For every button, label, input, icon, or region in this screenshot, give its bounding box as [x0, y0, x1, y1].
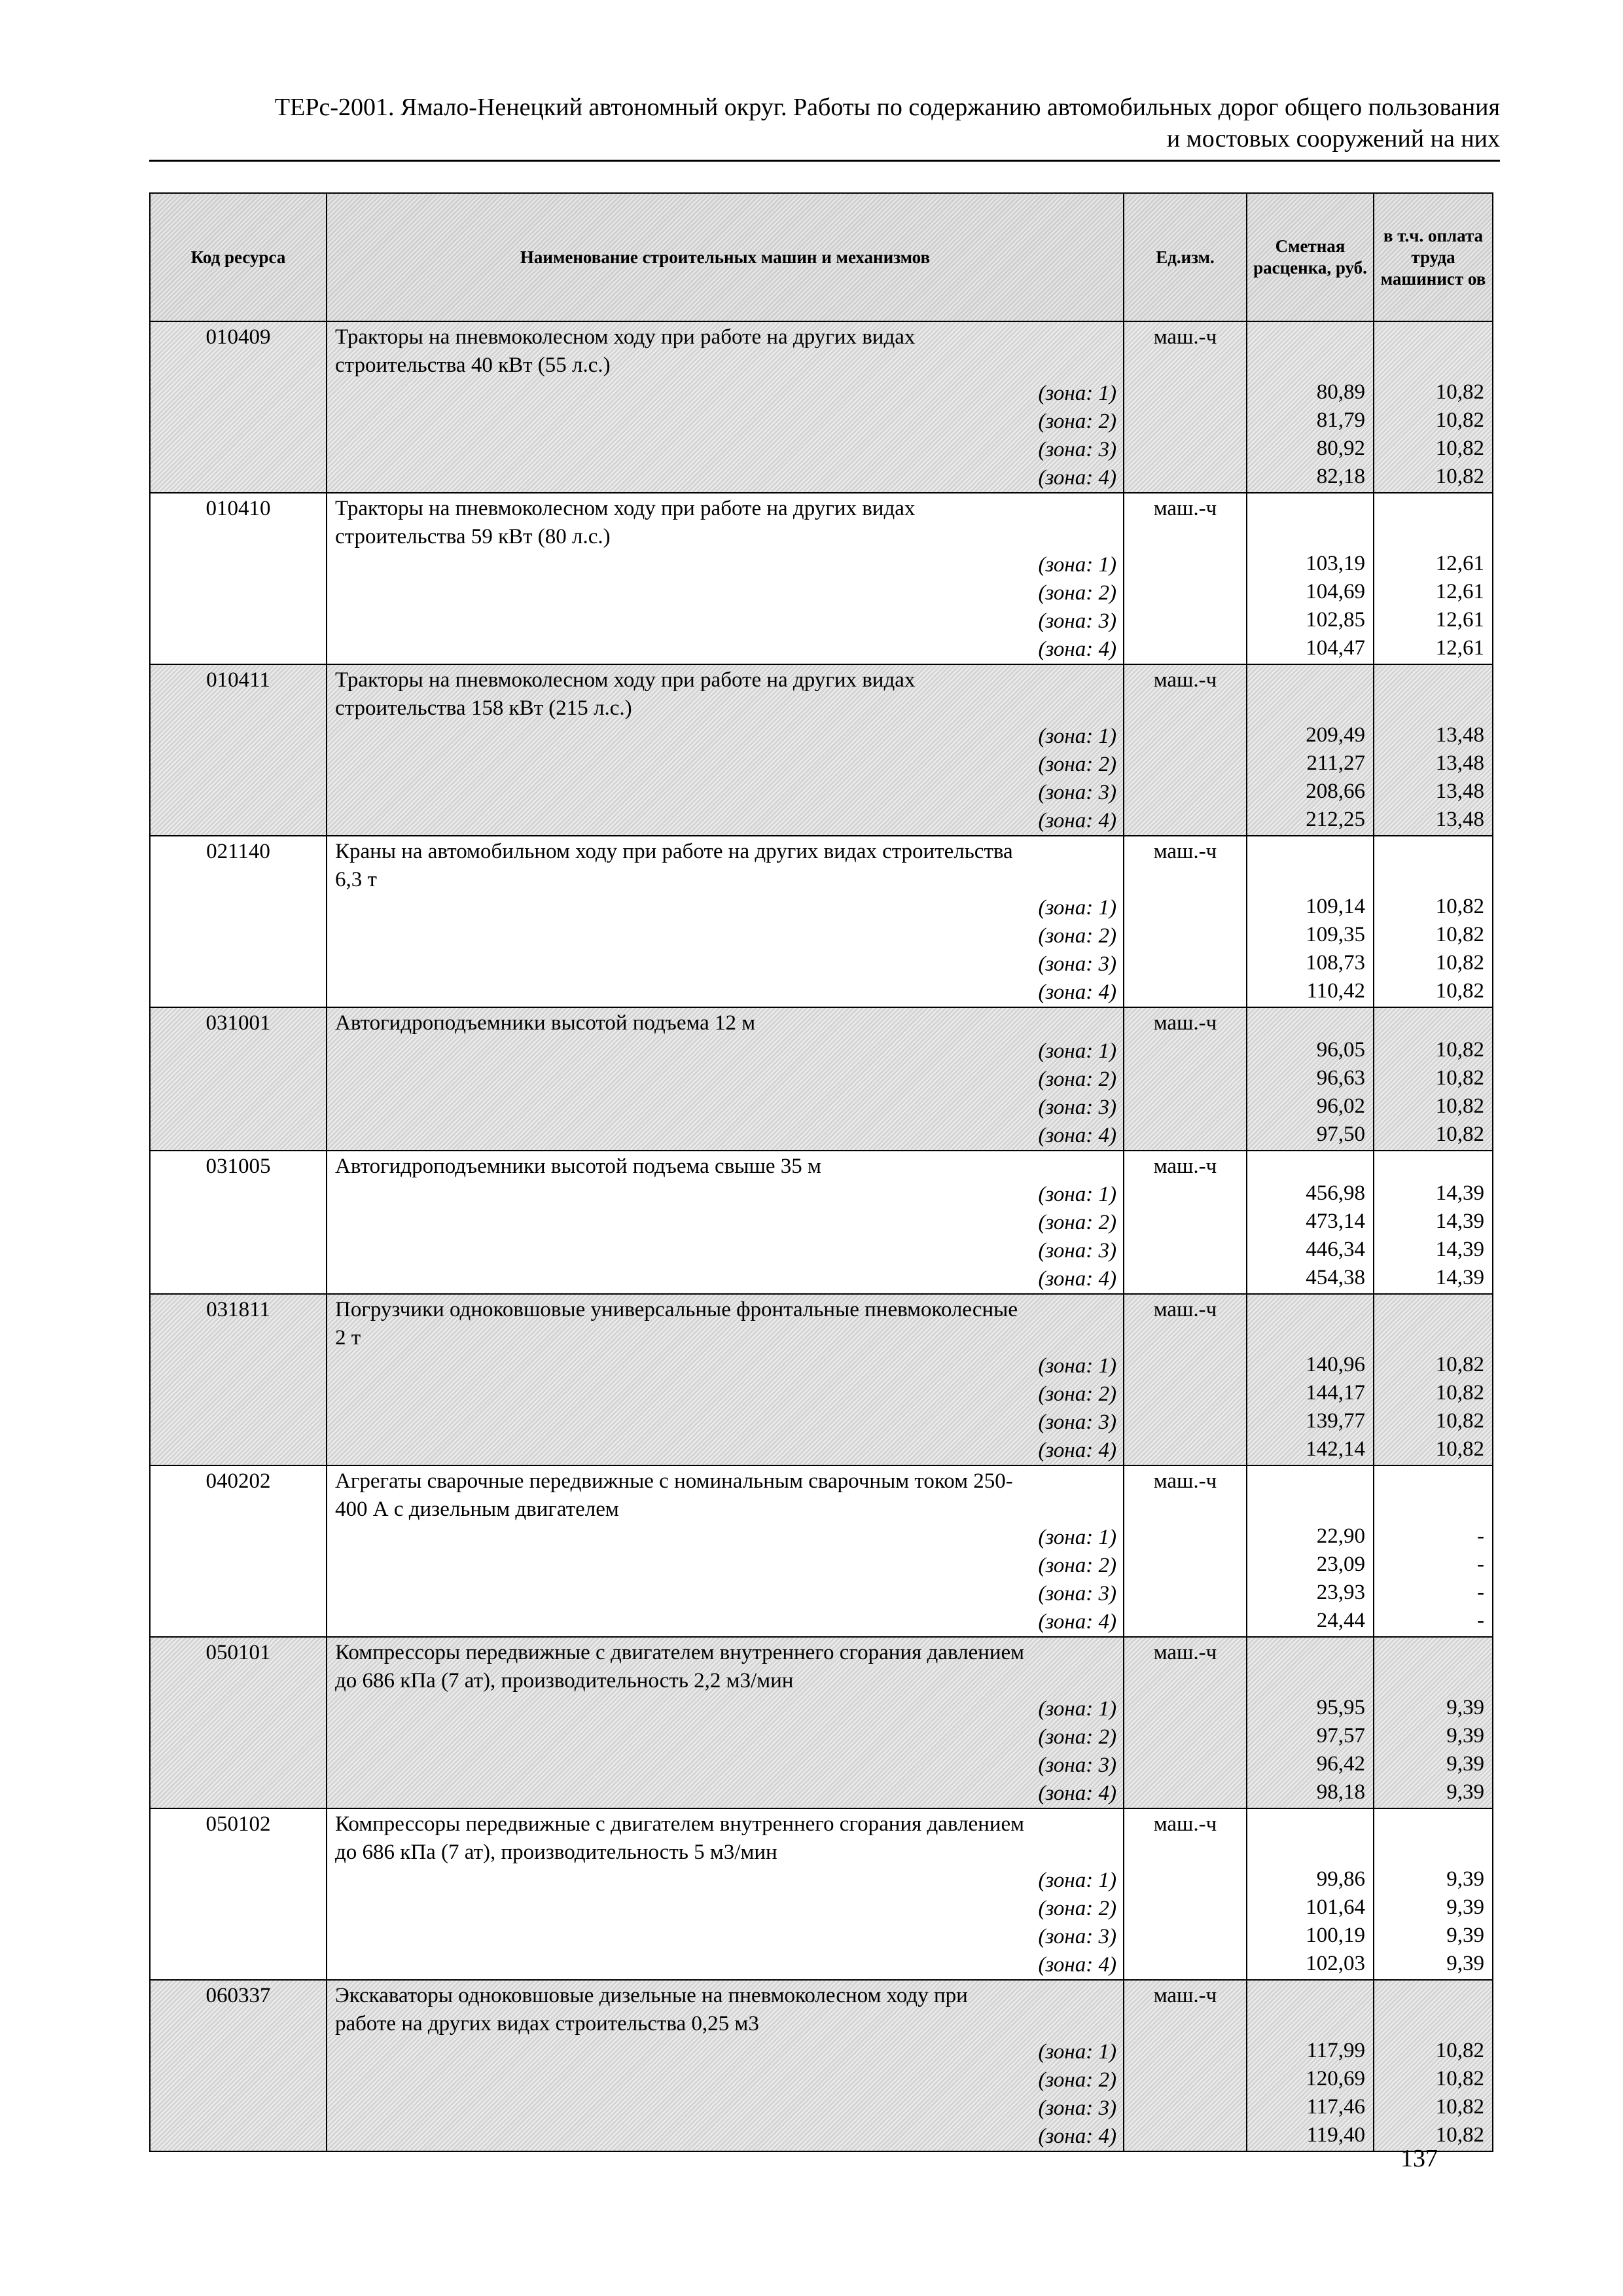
zone-label: (зона: 1)	[1038, 1869, 1116, 1892]
price-value: 96,42	[1316, 1752, 1365, 1776]
price-value: 101,64	[1306, 1895, 1365, 1919]
machine-name-line1: Краны на автомобильном ходу при работе на других видах строительства	[335, 840, 1013, 863]
unit-cell: маш.-ч	[1124, 1808, 1247, 1980]
wage-cell	[1374, 1007, 1493, 1151]
zone-label: (зона: 4)	[1038, 1124, 1116, 1147]
machine-name-cell	[327, 1808, 1124, 1980]
wage-value: -	[1477, 1581, 1484, 1604]
price-value: 98,18	[1316, 1780, 1365, 1804]
wage-value: 12,61	[1435, 580, 1484, 603]
zone-label: (зона: 4)	[1038, 1953, 1116, 1977]
wage-value: 10,82	[1435, 2067, 1484, 2090]
wage-value: 10,82	[1435, 1066, 1484, 1090]
unit-cell: маш.-ч	[1124, 836, 1247, 1007]
zone-label: (зона: 1)	[1038, 382, 1116, 405]
machine-name-cell	[327, 1007, 1124, 1151]
wage-cell	[1374, 1637, 1493, 1808]
unit-cell: маш.-ч	[1124, 1151, 1247, 1294]
table-row	[150, 1980, 1493, 2151]
zone-label: (зона: 3)	[1038, 1582, 1116, 1605]
zone-label: (зона: 4)	[1038, 980, 1116, 1004]
machine-name-line1: Погрузчики одноковшовые универсальные фронтальные пневмоколесные	[335, 1298, 1018, 1321]
price-value: 211,27	[1306, 751, 1365, 775]
unit-cell: маш.-ч	[1124, 1007, 1247, 1151]
zone-label: (зона: 4)	[1038, 1267, 1116, 1291]
wage-value: 12,61	[1435, 552, 1484, 575]
zone-label: (зона: 4)	[1038, 1782, 1116, 1805]
price-value: 95,95	[1316, 1696, 1365, 1719]
zone-label: (зона: 3)	[1038, 1239, 1116, 1263]
price-value: 104,69	[1306, 580, 1365, 603]
price-value: 22,90	[1316, 1524, 1365, 1548]
machine-name-line2: строительства 158 кВт (215 л.с.)	[335, 696, 632, 720]
unit-cell: маш.-ч	[1124, 664, 1247, 836]
zone-label: (зона: 1)	[1038, 1697, 1116, 1721]
unit-cell: маш.-ч	[1124, 493, 1247, 664]
table-header-row	[150, 193, 1493, 321]
zone-label: (зона: 3)	[1038, 781, 1116, 804]
zone-label: (зона: 1)	[1038, 1354, 1116, 1378]
price-value: 96,05	[1316, 1038, 1365, 1062]
wage-value: 9,39	[1446, 1696, 1484, 1719]
price-value: 142,14	[1306, 1437, 1365, 1461]
zone-label: (зона: 2)	[1038, 410, 1116, 433]
unit-cell: маш.-ч	[1124, 1294, 1247, 1465]
wage-value: 10,82	[1435, 979, 1484, 1003]
zone-label: (зона: 2)	[1038, 753, 1116, 776]
zone-label: (зона: 4)	[1038, 809, 1116, 833]
zone-label: (зона: 4)	[1038, 466, 1116, 490]
wage-value: 14,39	[1435, 1181, 1484, 1205]
wage-value: 9,39	[1446, 1780, 1484, 1804]
wage-value: 10,82	[1435, 2095, 1484, 2119]
table-row	[150, 493, 1493, 664]
wage-cell	[1374, 1980, 1493, 2151]
price-value: 23,09	[1316, 1552, 1365, 1576]
price-value: 117,99	[1306, 2039, 1365, 2062]
price-value: 96,02	[1316, 1094, 1365, 1118]
table-row	[150, 1007, 1493, 1151]
price-value: 139,77	[1306, 1409, 1365, 1433]
price-value: 97,57	[1316, 1724, 1365, 1748]
resource-code: 040202	[150, 1465, 327, 1637]
price-cell	[1247, 1294, 1374, 1465]
price-cell	[1247, 1465, 1374, 1637]
header-title-line1: ТЕРс-2001. Ямало-Ненецкий автономный округ. Работы по содержанию автомобильных дорог общего пользования	[274, 94, 1500, 121]
price-value: 99,86	[1316, 1867, 1365, 1891]
wage-value: 12,61	[1435, 608, 1484, 632]
table-row	[150, 836, 1493, 1007]
wage-value: 10,82	[1435, 923, 1484, 946]
price-value: 140,96	[1306, 1353, 1365, 1376]
price-value: 102,85	[1306, 608, 1365, 632]
machine-name-line1: Автогидроподъемники высотой подъема свыше 35 м	[335, 1155, 821, 1178]
resource-table	[149, 192, 1493, 2152]
price-value: 103,19	[1306, 552, 1365, 575]
table-row	[150, 1294, 1493, 1465]
price-value: 109,14	[1306, 895, 1365, 918]
zone-label: (зона: 2)	[1038, 1382, 1116, 1406]
price-value: 454,38	[1306, 1266, 1365, 1289]
table-row	[150, 1151, 1493, 1294]
price-value: 119,40	[1306, 2123, 1365, 2147]
price-value: 100,19	[1306, 1924, 1365, 1947]
zone-label: (зона: 3)	[1038, 1925, 1116, 1948]
unit-cell: маш.-ч	[1124, 321, 1247, 493]
zone-label: (зона: 3)	[1038, 609, 1116, 633]
wage-value: 10,82	[1435, 1094, 1484, 1118]
wage-value: 10,82	[1435, 895, 1484, 918]
col-header-unit: Ед.изм.	[1124, 193, 1247, 321]
zone-label: (зона: 2)	[1038, 924, 1116, 948]
price-cell	[1247, 1808, 1374, 1980]
machine-name-cell	[327, 1151, 1124, 1294]
wage-cell	[1374, 1465, 1493, 1637]
wage-cell	[1374, 836, 1493, 1007]
zone-label: (зона: 1)	[1038, 1183, 1116, 1206]
table-row	[150, 664, 1493, 836]
resource-code: 031005	[150, 1151, 327, 1294]
machine-name-line2: до 686 кПа (7 ат), производительность 2,2 м3/мин	[335, 1669, 794, 1693]
zone-label: (зона: 2)	[1038, 1554, 1116, 1577]
resource-code: 050102	[150, 1808, 327, 1980]
zone-label: (зона: 2)	[1038, 1067, 1116, 1091]
wage-value: -	[1477, 1552, 1484, 1576]
resource-code: 010411	[150, 664, 327, 836]
price-cell	[1247, 493, 1374, 664]
resource-code: 010410	[150, 493, 327, 664]
machine-name-line1: Экскаваторы одноковшовые дизельные на пневмоколесном ходу при	[335, 1984, 968, 2007]
machine-name-line1: Агрегаты сварочные передвижные с номинальным сварочным током 250-	[335, 1469, 1013, 1493]
wage-value: 9,39	[1446, 1952, 1484, 1975]
wage-value: 10,82	[1435, 380, 1484, 404]
zone-label: (зона: 2)	[1038, 581, 1116, 605]
wage-value: 9,39	[1446, 1724, 1484, 1748]
wage-value: 10,82	[1435, 1038, 1484, 1062]
price-cell	[1247, 1637, 1374, 1808]
zone-label: (зона: 2)	[1038, 1211, 1116, 1234]
header-divider	[149, 160, 1500, 162]
machine-name-line2: работе на других видах строительства 0,25 м3	[335, 2012, 759, 2036]
machine-name-cell	[327, 1294, 1124, 1465]
zone-label: (зона: 2)	[1038, 2068, 1116, 2092]
wage-value: 14,39	[1435, 1238, 1484, 1261]
wage-value: 13,48	[1435, 780, 1484, 803]
wage-cell	[1374, 493, 1493, 664]
zone-label: (зона: 3)	[1038, 1410, 1116, 1434]
price-value: 120,69	[1306, 2067, 1365, 2090]
col-header-wage: в т.ч. оплата труда машинист ов	[1374, 193, 1493, 321]
col-header-name: Наименование строительных машин и механизмов	[327, 193, 1124, 321]
zone-label: (зона: 1)	[1038, 1526, 1116, 1549]
wage-value: 10,82	[1435, 2123, 1484, 2147]
wage-cell	[1374, 664, 1493, 836]
wage-value: 12,61	[1435, 636, 1484, 660]
page-number: 137	[1400, 2145, 1438, 2172]
wage-cell	[1374, 1808, 1493, 1980]
wage-value: 9,39	[1446, 1895, 1484, 1919]
machine-name-line1: Тракторы на пневмоколесном ходу при работе на других видах	[335, 497, 916, 520]
zone-label: (зона: 3)	[1038, 1753, 1116, 1777]
price-value: 209,49	[1306, 723, 1365, 747]
price-cell	[1247, 1007, 1374, 1151]
zone-label: (зона: 2)	[1038, 1897, 1116, 1920]
wage-value: 10,82	[1435, 1353, 1484, 1376]
price-value: 24,44	[1316, 1609, 1365, 1632]
zone-label: (зона: 2)	[1038, 1725, 1116, 1749]
price-value: 446,34	[1306, 1238, 1365, 1261]
price-value: 104,47	[1306, 636, 1365, 660]
zone-label: (зона: 4)	[1038, 637, 1116, 661]
wage-value: 14,39	[1435, 1210, 1484, 1233]
wage-value: 10,82	[1435, 1437, 1484, 1461]
col-header-price: Сметная расценка, руб.	[1247, 193, 1374, 321]
wage-value: 10,82	[1435, 1122, 1484, 1146]
price-value: 108,73	[1306, 951, 1365, 975]
price-value: 23,93	[1316, 1581, 1365, 1604]
price-value: 80,92	[1316, 437, 1365, 460]
zone-label: (зона: 4)	[1038, 1439, 1116, 1462]
col-header-code: Код ресурса	[150, 193, 327, 321]
machine-name-cell	[327, 493, 1124, 664]
zone-label: (зона: 1)	[1038, 725, 1116, 748]
machine-name-cell	[327, 1465, 1124, 1637]
zone-label: (зона: 3)	[1038, 2096, 1116, 2120]
wage-value: -	[1477, 1524, 1484, 1548]
wage-value: 10,82	[1435, 1409, 1484, 1433]
price-value: 208,66	[1306, 780, 1365, 803]
machine-name-cell	[327, 836, 1124, 1007]
machine-name-line1: Автогидроподъемники высотой подъема 12 м	[335, 1011, 756, 1035]
machine-name-line1: Компрессоры передвижные с двигателем внутреннего сгорания давлением	[335, 1812, 1025, 1836]
machine-name-line2: до 686 кПа (7 ат), производительность 5 м3/мин	[335, 1840, 777, 1864]
price-value: 473,14	[1306, 1210, 1365, 1233]
resource-code: 060337	[150, 1980, 327, 2151]
price-value: 117,46	[1306, 2095, 1365, 2119]
machine-name-line2: 400 А с дизельным двигателем	[335, 1498, 619, 1521]
machine-name-line2: 6,3 т	[335, 868, 377, 891]
wage-value: 9,39	[1446, 1924, 1484, 1947]
resource-code: 021140	[150, 836, 327, 1007]
wage-cell	[1374, 321, 1493, 493]
price-cell	[1247, 1980, 1374, 2151]
price-value: 96,63	[1316, 1066, 1365, 1090]
zone-label: (зона: 1)	[1038, 2040, 1116, 2064]
table-row	[150, 1465, 1493, 1637]
zone-label: (зона: 3)	[1038, 438, 1116, 461]
wage-value: 10,82	[1435, 2039, 1484, 2062]
wage-value: 10,82	[1435, 408, 1484, 432]
machine-name-line1: Тракторы на пневмоколесном ходу при работе на других видах	[335, 668, 916, 692]
price-value: 97,50	[1316, 1122, 1365, 1146]
machine-name-line1: Компрессоры передвижные с двигателем внутреннего сгорания давлением	[335, 1641, 1025, 1664]
table-row	[150, 321, 1493, 493]
header-title-line2: и мостовых сооружений на них	[1166, 125, 1500, 152]
wage-value: 13,48	[1435, 808, 1484, 831]
price-cell	[1247, 664, 1374, 836]
machine-name-line1: Тракторы на пневмоколесном ходу при работе на других видах	[335, 325, 916, 349]
unit-cell: маш.-ч	[1124, 1980, 1247, 2151]
wage-value: -	[1477, 1609, 1484, 1632]
price-value: 80,89	[1316, 380, 1365, 404]
wage-value: 10,82	[1435, 437, 1484, 460]
zone-label: (зона: 1)	[1038, 896, 1116, 920]
wage-value: 10,82	[1435, 465, 1484, 488]
resource-code: 031001	[150, 1007, 327, 1151]
price-value: 212,25	[1306, 808, 1365, 831]
machine-name-cell	[327, 1980, 1124, 2151]
price-value: 109,35	[1306, 923, 1365, 946]
machine-name-line2: строительства 40 кВт (55 л.с.)	[335, 353, 611, 377]
resource-code: 010409	[150, 321, 327, 493]
resource-code: 031811	[150, 1294, 327, 1465]
wage-value: 14,39	[1435, 1266, 1484, 1289]
price-cell	[1247, 836, 1374, 1007]
price-value: 81,79	[1316, 408, 1365, 432]
price-value: 102,03	[1306, 1952, 1365, 1975]
table-row	[150, 1637, 1493, 1808]
price-value: 82,18	[1316, 465, 1365, 488]
machine-name-cell	[327, 321, 1124, 493]
wage-cell	[1374, 1151, 1493, 1294]
zone-label: (зона: 4)	[1038, 2125, 1116, 2148]
table-body	[150, 321, 1493, 2151]
zone-label: (зона: 1)	[1038, 553, 1116, 577]
wage-value: 9,39	[1446, 1752, 1484, 1776]
wage-value: 10,82	[1435, 951, 1484, 975]
wage-value: 9,39	[1446, 1867, 1484, 1891]
price-cell	[1247, 321, 1374, 493]
price-value: 456,98	[1306, 1181, 1365, 1205]
zone-label: (зона: 3)	[1038, 952, 1116, 976]
zone-label: (зона: 1)	[1038, 1039, 1116, 1063]
machine-name-line2: строительства 59 кВт (80 л.с.)	[335, 525, 611, 548]
table-row	[150, 1808, 1493, 1980]
machine-name-cell	[327, 664, 1124, 836]
wage-value: 13,48	[1435, 751, 1484, 775]
price-cell	[1247, 1151, 1374, 1294]
unit-cell: маш.-ч	[1124, 1637, 1247, 1808]
zone-label: (зона: 3)	[1038, 1096, 1116, 1119]
price-value: 110,42	[1306, 979, 1365, 1003]
unit-cell: маш.-ч	[1124, 1465, 1247, 1637]
wage-value: 10,82	[1435, 1381, 1484, 1405]
price-value: 144,17	[1306, 1381, 1365, 1405]
zone-label: (зона: 4)	[1038, 1610, 1116, 1634]
wage-value: 13,48	[1435, 723, 1484, 747]
machine-name-line2: 2 т	[335, 1326, 361, 1350]
resource-code: 050101	[150, 1637, 327, 1808]
wage-cell	[1374, 1294, 1493, 1465]
machine-name-cell	[327, 1637, 1124, 1808]
page-header	[149, 92, 1500, 154]
